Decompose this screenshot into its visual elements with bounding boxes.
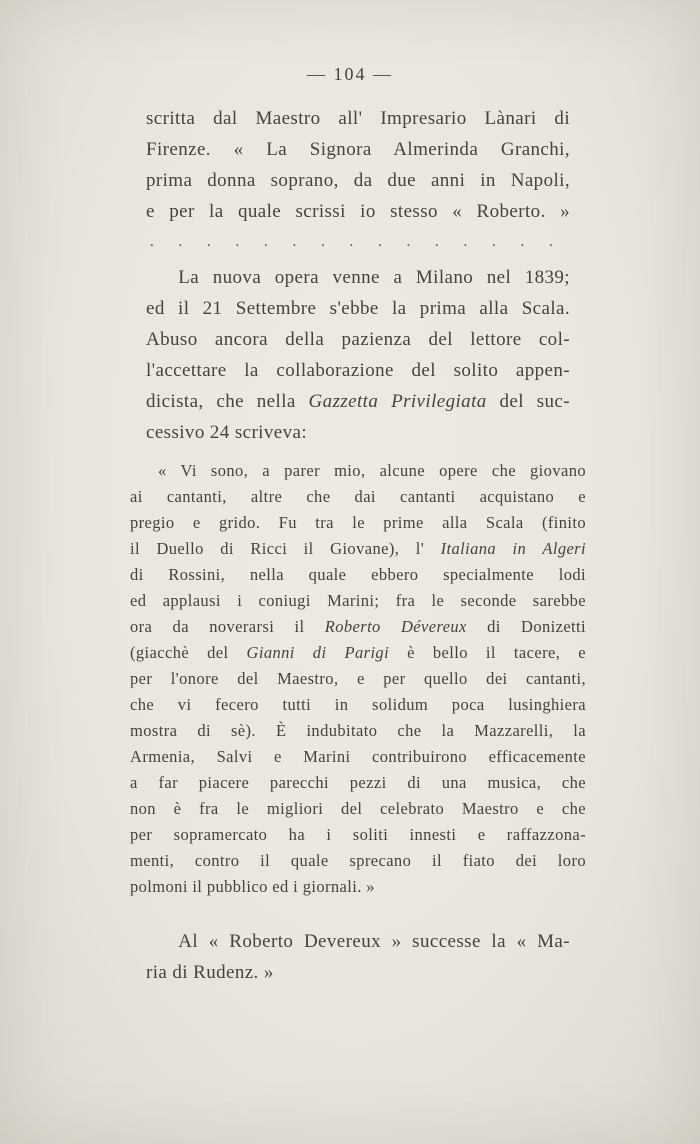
text-line: per l'onore del Maestro, e per quello dei cantanti, [130, 669, 586, 688]
text-line: Firenze. « La Signora Almerinda Granchi, [146, 139, 570, 160]
page-number: — 104 — [307, 64, 393, 84]
text-line: e per la quale scrissi io stesso « Roberto. » [146, 201, 570, 222]
text-line: a far piacere parecchi pezzi di una musica, che [130, 773, 586, 792]
text-line: pregio e grido. Fu tra le prime alla Scala (finito [130, 513, 586, 532]
paragraph-nuova-opera [146, 262, 570, 448]
text-line: il Duello di Ricci il Giovane), l' Italiana in Algeri [130, 539, 586, 558]
text-line: ed il 21 Settembre s'ebbe la prima alla Scala. [146, 298, 570, 319]
text-line: per sopramercato ha i soliti innesti e raffazzona- [130, 825, 586, 844]
paragraph-quotation [130, 458, 586, 900]
text-line: l'accettare la collaborazione del solito appen- [146, 360, 570, 381]
text-line: scritta dal Maestro all' Impresario Lànari di [146, 108, 570, 129]
text-line: Abuso ancora della pazienza del lettore col- [146, 329, 570, 350]
text-line: ria di Rudenz. » [146, 962, 274, 983]
text-line: mostra di sè). È indubitato che la Mazzarelli, la [130, 721, 586, 740]
paragraph-closing [146, 926, 570, 988]
text-line: cessivo 24 scriveva: [146, 422, 308, 443]
text-line: La nuova opera venne a Milano nel 1839; [178, 267, 570, 288]
text-line: non è fra le migliori del celebrato Maestro e che [130, 799, 586, 818]
text-line: che vi fecero tutti in solidum poca lusinghiera [130, 695, 586, 714]
text-line: Al « Roberto Devereux » successe la « Ma- [178, 931, 570, 952]
text-line: ed applausi i coniugi Marini; fra le seconde sarebbe [130, 591, 586, 610]
text-line: ora da noverarsi il Roberto Dévereux di Donizetti [130, 617, 587, 636]
text-line: dicista, che nella Gazzetta Privilegiata del suc- [146, 391, 570, 412]
ellipsis-separator: . . . . . . . . . . . . . . . [150, 234, 553, 250]
text-line: di Rossini, nella quale ebbero specialmente lodi [130, 565, 586, 584]
text-line: « Vi sono, a parer mio, alcune opere che giovano [158, 461, 586, 480]
paragraph-continuation [146, 103, 570, 227]
text-line: prima donna soprano, da due anni in Napoli, [146, 170, 570, 191]
text-line: menti, contro il quale sprecano il fiato dei loro [130, 851, 586, 870]
text-line: ai cantanti, altre che dai cantanti acquistano e [130, 487, 586, 506]
text-line: (giacchè del Gianni di Parigi è bello il tacere, e [130, 643, 586, 662]
text-line: Armenia, Salvi e Marini contribuirono efficacemente [130, 747, 586, 766]
text-line: polmoni il pubblico ed i giornali. » [130, 877, 375, 896]
